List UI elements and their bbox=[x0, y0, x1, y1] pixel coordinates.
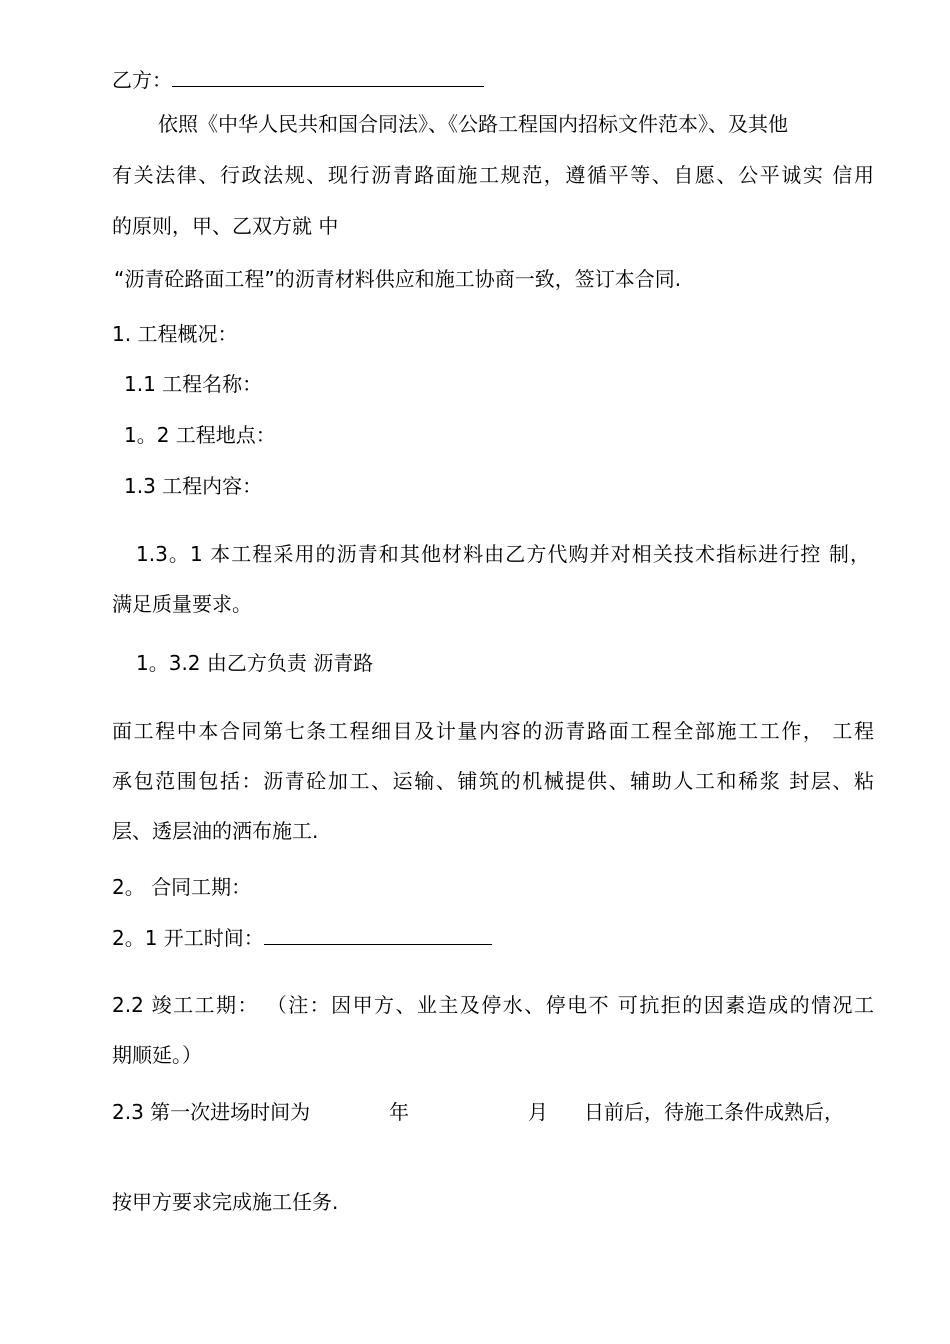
entry-time-prefix: 2.3 第一次进场时间为 bbox=[112, 1100, 311, 1124]
scope-line-3: 层、透层油的洒布施工. bbox=[112, 819, 319, 843]
completion-line-2: 期顺延。） bbox=[112, 1043, 202, 1067]
completion-line-1: 2.2 竣工工期： （注：因甲方、业主及停水、停电不 可抗拒的因素造成的情况工 bbox=[112, 993, 874, 1017]
preamble-line-4: “沥青砼路面工程”的沥青材料供应和施工协商一致，签订本合同. bbox=[114, 267, 682, 291]
section-2-heading: 2。 合同工期： bbox=[112, 875, 252, 899]
item-1-3-1-line-1: 1.3。1 本工程采用的沥青和其他材料由乙方代购并对相关技术指标进行控 制， bbox=[136, 542, 870, 566]
item-1-3-2: 1。3.2 由乙方负责 沥青路 bbox=[136, 651, 374, 675]
item-1-1-project-name: 1.1 工程名称： bbox=[124, 372, 263, 396]
party-b-blank-field[interactable] bbox=[172, 68, 484, 87]
section-1-heading: 1. 工程概况： bbox=[112, 322, 238, 346]
start-time-blank-field[interactable] bbox=[264, 926, 492, 945]
entry-time-suffix: 日前后，待施工条件成熟后， bbox=[584, 1100, 844, 1124]
item-1-3-1-line-2: 满足质量要求。 bbox=[112, 592, 252, 616]
entry-year-label: 年 bbox=[389, 1100, 409, 1124]
preamble-line-3: 的原则，甲、乙双方就 中 bbox=[112, 214, 339, 238]
item-1-3-project-content: 1.3 工程内容： bbox=[124, 474, 263, 498]
entry-month-label: 月 bbox=[528, 1100, 548, 1124]
entry-time-line bbox=[112, 1098, 874, 1126]
item-1-2-project-location: 1。2 工程地点： bbox=[124, 423, 276, 447]
scope-line-2: 承包范围包括：沥青砼加工、运输、铺筑的机械提供、辅助人工和稀浆 封层、粘 bbox=[112, 769, 874, 793]
start-time-label: 2。1 开工时间： bbox=[112, 926, 264, 950]
party-b-line bbox=[112, 66, 484, 94]
scope-line-1: 面工程中本合同第七条工程细目及计量内容的沥青路面工程全部施工工作， 工程 bbox=[112, 719, 874, 743]
party-b-label: 乙方： bbox=[112, 68, 172, 92]
start-time-line bbox=[112, 924, 492, 952]
entry-time-line-2: 按甲方要求完成施工任务. bbox=[112, 1190, 339, 1214]
preamble-line-2: 有关法律、行政法规、现行沥青路面施工规范，遵循平等、自愿、公平诚实 信用 bbox=[112, 163, 874, 187]
preamble-line-1: 依照《中华人民共和国合同法》、《公路工程国内招标文件范本》、及其他 bbox=[158, 112, 788, 136]
